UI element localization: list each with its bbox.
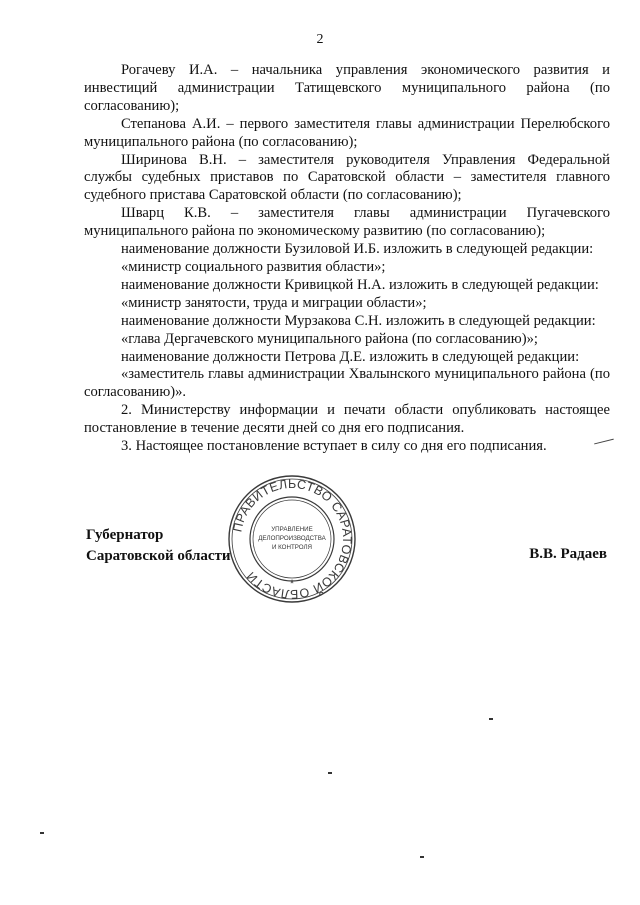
signature-title-line2: Саратовской области — [86, 548, 231, 564]
paragraph-buzilova-instruction: наименование должности Бузиловой И.Б. изложить в следующей редакции: — [121, 241, 594, 258]
paragraph-stepanova: Степанова А.И. – первого заместителя главы администрации Перелюбского муниципального района (по согласованию); — [84, 115, 610, 150]
signer-name: В.В. Радаев — [529, 546, 607, 562]
paragraph-shirinova: Ширинова В.Н. – заместителя руководителя Управления Федеральной службы судебных приставов по Саратовской области – заместителя главного судебного пристава Саратовской области (по согласованию); — [84, 151, 610, 204]
seal-outer-text: ПРАВИТЕЛЬСТВО САРАТОВСКОЙ ОБЛАСТИ — [230, 476, 355, 602]
official-seal — [226, 473, 358, 605]
page-number: 2 — [316, 32, 324, 47]
paragraph-murzakova-title: «глава Дергачевского муниципального района (по согласованию)»; — [121, 330, 538, 347]
paragraph-krivickaya-instruction: наименование должности Кривицкой Н.А. изложить в следующей редакции: — [121, 276, 599, 293]
paragraph-murzakova-instruction: наименование должности Мурзакова С.Н. изложить в следующей редакции: — [121, 312, 596, 329]
paragraph-buzilova-title: «министр социального развития области»; — [121, 258, 386, 275]
document-body — [84, 62, 610, 456]
paragraph-krivickaya-title: «министр занятости, труда и миграции области»; — [121, 294, 427, 311]
seal-inner-line1: УПРАВЛЕНИЕ — [271, 526, 313, 533]
seal-inner-line2: ДЕЛОПРОИЗВОДСТВА — [258, 535, 326, 542]
paragraph-rogacheva: Рогачеву И.А. – начальника управления экономического развития и инвестиций администрации Татищевского муниципального района (по согласованию); — [84, 62, 610, 114]
paragraph-petrova-title: «заместитель главы администрации Хвалынского муниципального района (по согласованию)». — [84, 366, 610, 401]
signature-block — [86, 525, 231, 567]
paragraph-item-2: 2. Министерству информации и печати области опубликовать настоящее постановление в течение десяти дней со дня его подписания. — [84, 402, 610, 437]
scan-speck — [40, 832, 44, 834]
signature-title-line1: Губернатор — [86, 527, 164, 543]
seal-star: * — [289, 578, 295, 590]
paragraph-shvarc: Шварц К.В. – заместителя главы администрации Пугачевского муниципального района по экономическому развитию (по согласованию); — [84, 205, 610, 240]
seal-inner-line3: И КОНТРОЛЯ — [271, 544, 313, 551]
paragraph-item-3: 3. Настоящее постановление вступает в силу со дня его подписания. — [121, 438, 547, 455]
scan-speck — [420, 856, 424, 858]
paragraph-petrova-instruction: наименование должности Петрова Д.Е. изложить в следующей редакции: — [121, 348, 580, 365]
scan-speck — [489, 718, 493, 720]
scan-speck — [328, 772, 332, 774]
